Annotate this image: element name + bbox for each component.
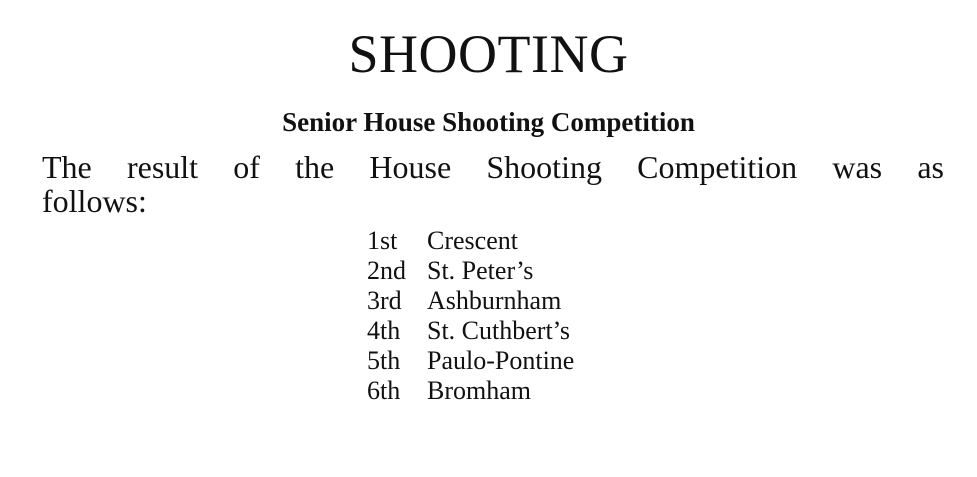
result-row-4 — [367, 316, 574, 346]
result-row-1 — [367, 226, 574, 256]
intro-line-2: follows: — [42, 183, 147, 219]
page-title: SHOOTING — [348, 24, 629, 84]
results-list — [367, 226, 574, 406]
place-label: 3rd — [367, 286, 402, 315]
place-label: 1st — [367, 226, 398, 255]
place-label: 4th — [367, 316, 401, 345]
place-label: 2nd — [367, 256, 406, 285]
result-row-2 — [367, 256, 574, 286]
house-name: St. Peter’s — [427, 256, 534, 285]
house-name: St. Cuthbert’s — [427, 316, 571, 345]
place-label: 5th — [367, 346, 401, 375]
intro-paragraph — [42, 150, 944, 218]
result-row-3 — [367, 286, 574, 316]
place-label: 6th — [367, 376, 401, 405]
section-heading: Senior House Shooting Competition — [282, 107, 695, 137]
intro-line-1: The result of the House Shooting Competition was as — [42, 149, 944, 185]
house-name: Ashburnham — [427, 286, 562, 315]
result-row-6 — [367, 376, 574, 406]
result-row-5 — [367, 346, 574, 376]
house-name: Paulo-Pontine — [427, 346, 575, 375]
house-name: Bromham — [427, 376, 531, 405]
house-name: Crescent — [427, 226, 518, 255]
